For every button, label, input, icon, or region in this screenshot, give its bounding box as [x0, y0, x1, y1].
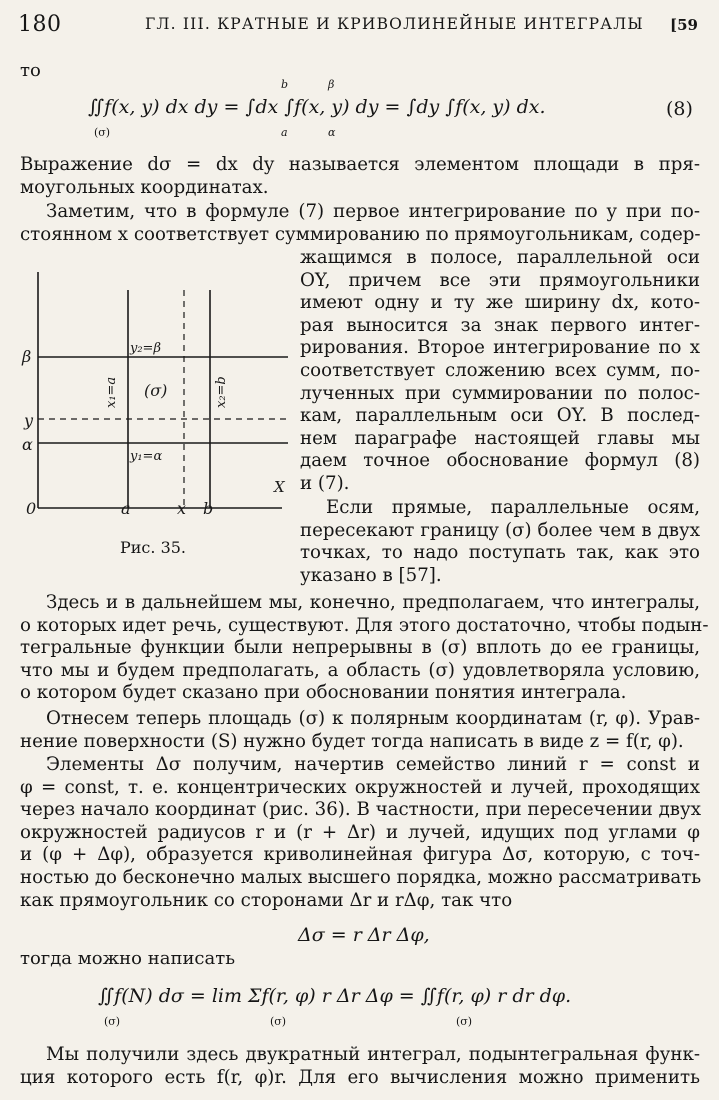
paragraph-then: тогда можно написать [20, 948, 236, 969]
text-line: Если прямые, параллельные осям, [326, 497, 700, 518]
label-x2-b: x₂=b [214, 376, 229, 408]
text-line: Отнесем теперь площадь (σ) к полярным координатам (r, φ). Урав- [46, 708, 700, 729]
text-line: стоянном x соответствует суммированию по прямоугольникам, содер- [20, 223, 701, 245]
label-region-sigma: (σ) [144, 381, 168, 400]
label-b: b [203, 499, 214, 518]
formula-limit-region-2: (σ) [270, 1015, 287, 1028]
formula-8-lower-limit-a: a [281, 126, 288, 139]
text-line: о которых идет речь, существуют. Для этого достаточно, чтобы подын- [20, 614, 709, 636]
formula-delta-sigma: Δσ = r Δr Δφ, [298, 924, 430, 946]
paragraph-integration-wrap [300, 247, 700, 496]
text-line: как прямоугольник со сторонами Δr и rΔφ, так что [20, 889, 513, 911]
text-line: Здесь и в дальнейшем мы, конечно, предполагаем, что интегралы, [46, 592, 700, 613]
text-line: через начало координат (рис. 36). В частности, при пересечении двух [20, 799, 701, 821]
paragraph-integration-order [20, 201, 700, 246]
text-line: нем параграфе настоящей главы мы [300, 427, 700, 449]
label-x: x [177, 499, 187, 518]
text-line: пересекают границу (σ) более чем в двух [300, 519, 700, 541]
text-line: рая выносится за знак первого интег- [300, 314, 700, 336]
formula-8-lower-limit-alpha: α [328, 126, 336, 139]
page-number: 180 [18, 12, 62, 37]
formula-8-number: (8) [666, 98, 693, 120]
text-line: соответствует сложению всех сумм, по- [300, 359, 700, 381]
text-line: точках, то надо поступать так, как это [300, 542, 700, 564]
text-line: нение поверхности (S) нужно будет тогда написать в виде z = f(r, φ). [20, 730, 684, 752]
text-line: рирования. Второе интегрирование по x [300, 337, 700, 359]
figure-caption: Рис. 35. [120, 538, 187, 557]
label-y2-beta: y₂=β [130, 341, 161, 356]
text-line: Мы получили здесь двукратный интеграл, подынтегральная функ- [46, 1044, 700, 1065]
text-line: лученных при суммировании по полос- [300, 382, 700, 404]
formula-8-region: (σ) [94, 126, 111, 139]
text-line: и (7). [300, 472, 350, 494]
text-line: что мы и будем предполагать, а область (σ) удовлетворяла условию, [20, 659, 700, 681]
text-line: Заметим, что в формуле (7) первое интегрирование по y при по- [46, 201, 700, 222]
formula-8: ∬f(x, y) dx dy = ∫dx ∫f(x, y) dy = ∫dy ∫f(x, y) dx. [88, 96, 546, 118]
paragraph-area-element [20, 154, 700, 199]
text-line: ностью до бесконечно малых высшего порядка, можно рассматривать [20, 866, 702, 888]
intro-word: то [20, 60, 41, 81]
label-a: a [121, 499, 131, 518]
formula-8-upper-limit-b: b [281, 78, 289, 91]
label-alpha: α [22, 435, 33, 454]
text-line: о котором будет сказано при обосновании понятия интеграла. [20, 682, 627, 704]
text-line: указано в [57]. [300, 564, 442, 586]
text-line: φ = const, т. е. концентрических окружностей и лучей, проходящих [20, 776, 700, 798]
text-line: имеют одну и ту же ширину dx, кото- [300, 292, 700, 314]
text-line: Элементы Δσ получим, начертив семейство линий r = const и [46, 754, 700, 775]
paragraph-elements [20, 754, 700, 912]
text-line: окружностей радиусов r и (r + Δr) и лучей, идущих под углами φ [20, 821, 700, 843]
label-y1-alpha: y₁=α [130, 449, 163, 464]
text-line: Выражение dσ = dx dy называется элементом площади в пря- [20, 154, 700, 175]
label-X-axis: X [274, 478, 285, 496]
paragraph-boundary-note [300, 497, 700, 587]
text-line: даем точное обоснование формул (8) [300, 450, 700, 472]
section-number: [59 [670, 16, 698, 34]
paragraph-assumptions [20, 592, 709, 705]
paragraph-double-integral [20, 1044, 700, 1089]
chapter-title: ГЛ. III. КРАТНЫЕ И КРИВОЛИНЕЙНЫЕ ИНТЕГРАЛЫ [145, 15, 644, 33]
label-origin: 0 [26, 499, 37, 518]
label-x1-a: x₁=a [104, 376, 119, 408]
text-line: и (φ + Δφ), образуется криволинейная фигура Δσ, которую, с точ- [20, 844, 700, 866]
text-line: тегральные функции были непрерывны в (σ) вплоть до ее границы, [20, 637, 700, 659]
formula-8-upper-limit-beta: β [328, 78, 335, 91]
label-beta: β [22, 347, 32, 366]
text-line: жащимся в полосе, параллельной оси [300, 247, 700, 268]
formula-limit-region-3: (σ) [456, 1015, 473, 1028]
figure-35 [20, 262, 290, 527]
text-line: ция которого есть f(r, φ)r. Для его вычисления можно применить [20, 1066, 700, 1088]
paragraph-polar [20, 708, 700, 753]
text-line: моугольных координатах. [20, 176, 269, 198]
formula-limit: ∬f(N) dσ = lim Σf(r, φ) r Δr Δφ = ∬f(r, φ) r dr dφ. [98, 985, 572, 1007]
label-y: y [24, 411, 34, 430]
text-line: кам, параллельным оси OY. В послед- [300, 405, 700, 427]
formula-limit-region-1: (σ) [104, 1015, 121, 1028]
text-line: OY, причем все эти прямоугольники [300, 269, 700, 291]
